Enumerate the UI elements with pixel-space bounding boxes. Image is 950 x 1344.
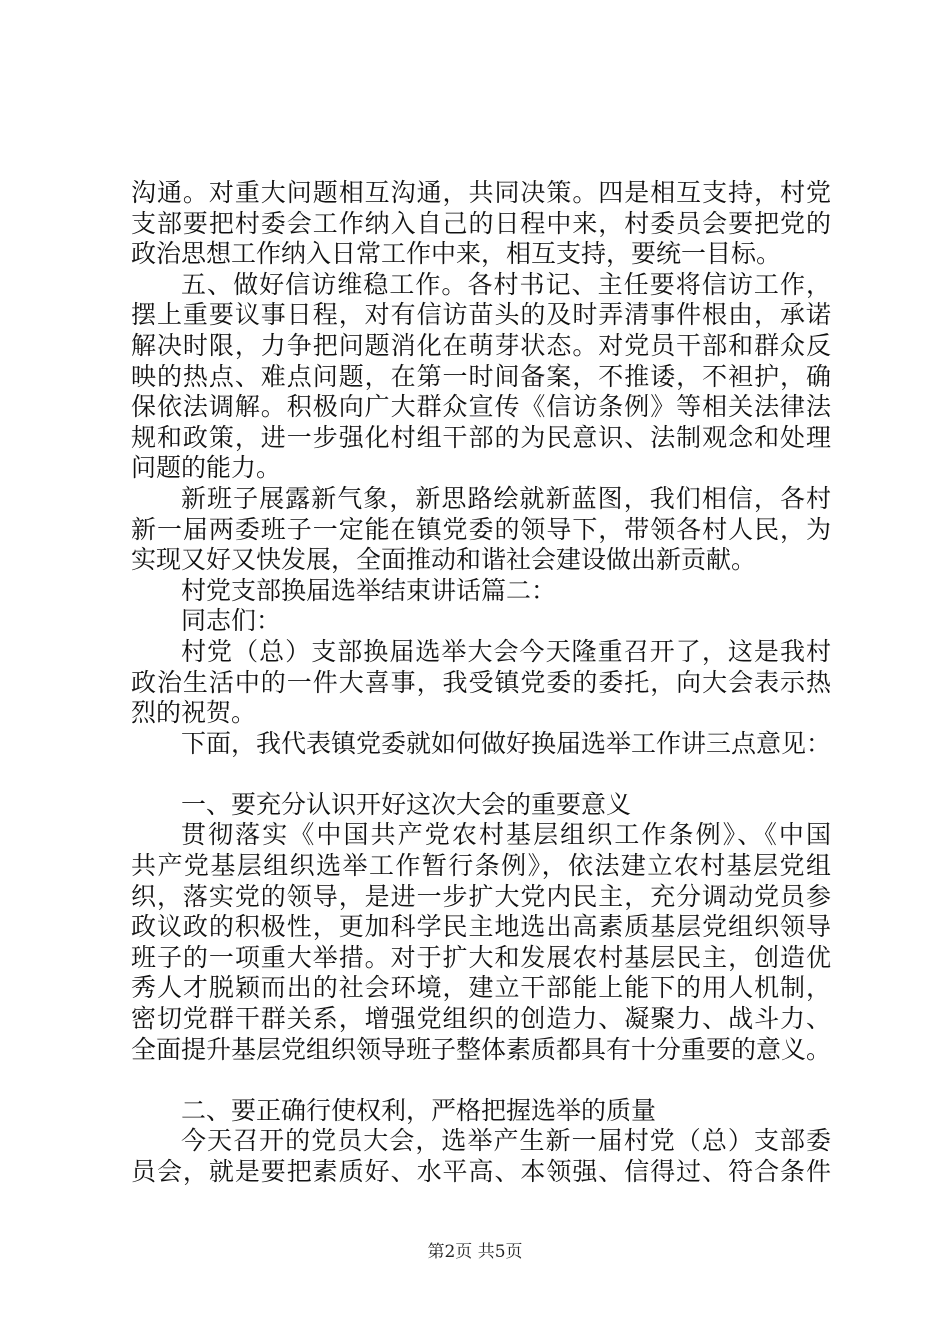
text-line: 支部要把村委会工作纳入自己的日程中来，村委员会要把党的 (131, 208, 831, 238)
text-line: 沟通。对重大问题相互沟通，共同决策。四是相互支持，村党 (131, 178, 831, 207)
text-line: 下面，我代表镇党委就如何做好换届选举工作讲三点意见： (181, 728, 832, 758)
text-line: 政治生活中的一件大喜事，我受镇党委的委托，向大会表示热 (131, 667, 831, 697)
text-line: 映的热点、难点问题，在第一时间备案，不推诿，不袒护，确 (131, 361, 831, 391)
text-line: 贯彻落实《中国共产党农村基层组织工作条例》、《中国 (181, 820, 831, 850)
text-line: 今天召开的党员大会，选举产生新一届村党（总）支部委 (181, 1126, 831, 1156)
blank-line (131, 759, 831, 790)
text-line: 摆上重要议事日程，对有信访苗头的及时弄清事件根由，承诺 (131, 300, 831, 330)
page-footer: 第2页 共5页 (427, 1242, 523, 1262)
text-line: 烈的祝贺。 (131, 698, 257, 728)
text-line: 一、要充分认识开好这次大会的重要意义 (181, 789, 632, 819)
text-line: 全面提升基层党组织领导班子整体素质都具有十分重要的意义。 (131, 1034, 832, 1064)
text-line: 班子的一项重大举措。对于扩大和发展农村基层民主，创造优 (131, 942, 831, 972)
text-line: 政议政的积极性，更加科学民主地选出高素质基层党组织领导 (131, 912, 831, 942)
text-line: 解决时限，力争把问题消化在萌芽状态。对党员干部和群众反 (131, 330, 831, 360)
text-line: 规和政策，进一步强化村组干部的为民意识、法制观念和处理 (131, 422, 831, 452)
text-line: 织，落实党的领导，是进一步扩大党内民主，充分调动党员参 (131, 881, 831, 911)
text-line: 共产党基层组织选举工作暂行条例》，依法建立农村基层党组 (131, 851, 831, 881)
text-line: 秀人才脱颖而出的社会环境，建立干部能上能下的用人机制， (131, 973, 831, 1003)
text-line: 员会，就是要把素质好、水平高、本领强、信得过、符合条件 (131, 1157, 831, 1186)
text-line: 问题的能力。 (131, 453, 282, 483)
text-line: 密切党群干群关系，增强党组织的创造力、凝聚力、战斗力、 (131, 1004, 831, 1034)
text-line: 新班子展露新气象，新思路绘就新蓝图，我们相信，各村 (181, 483, 831, 513)
text-line: 保依法调解。积极向广大群众宣传《信访条例》等相关法律法 (131, 392, 831, 422)
text-line: 村党支部换届选举结束讲话篇二： (181, 575, 557, 605)
text-line: 政治思想工作纳入日常工作中来，相互支持，要统一目标。 (131, 239, 782, 269)
body-text (131, 178, 831, 1188)
text-line: 五、做好信访维稳工作。各村书记、主任要将信访工作， (181, 269, 831, 299)
text-line: 村党（总）支部换届选举大会今天隆重召开了，这是我村 (181, 636, 831, 666)
text-line: 二、要正确行使权利，严格把握选举的质量 (181, 1095, 657, 1125)
text-line: 实现又好又快发展，全面推动和谐社会建设做出新贡献。 (131, 545, 757, 575)
text-line: 新一届两委班子一定能在镇党委的领导下，带领各村人民，为 (131, 514, 831, 544)
text-line: 同志们： (181, 606, 282, 636)
blank-line (131, 1065, 831, 1096)
